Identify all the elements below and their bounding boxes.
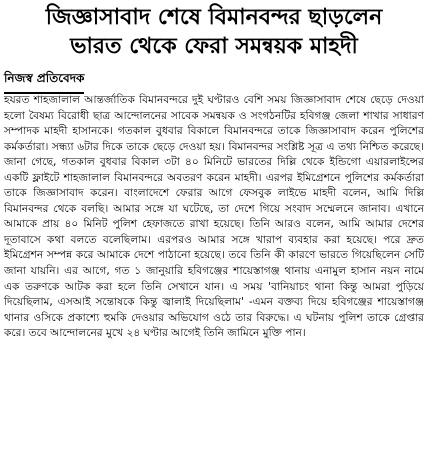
headline-line-2: ভারত থেকে ফেরা সমন্বয়ক মাহদী — [70, 34, 358, 59]
article-body — [4, 93, 424, 342]
article-paragraph: হযরত শাহজালাল আন্তর্জাতিক বিমানবন্দরে দুই ঘণ্টারও বেশি সময় জিজ্ঞাসাবাদ শেষে ছেড়ে দেওয়া হলো বৈষম্য বিরোধী ছাত্র আন্দোলনের সাবেক সমন্বয়ক ও সংগঠনটির হবিগঞ্জ জেলা শাখার সাধারণ সম্পাদক মাহদী হাসানকে। গতকাল বুধবার বিকালে বিমানবন্দরে তাকে জিজ্ঞাসাবাদ করেন পুলিশের কর্মকর্তারা। সন্ধ্যা ৬টার দিকে তাকে ছেড়ে দেওয়া হয়। বিমানবন্দর সংশ্লিষ্ট সূত্র এ তথ্য নিশ্চিত করেছে। জানা গেছে, গতকাল বুধবার বিকাল ৩টা ৪০ মিনিটে ভারতের দিল্লি থেকে ইন্ডিগো এয়ারলাইন্সের একটি ফ্লাইটে শাহজালাল বিমানবন্দরে অবতরণ করেন মাহদী। এরপর ইমিগ্রেশনে পুলিশের কর্মকর্তারা তাকে জিজ্ঞাসাবাদ করেন। বাংলাদেশে ফেরার আগে ফেসবুক লাইভে মাহদী বলেন, আমি দিল্লি বিমানবন্দর থেকে বলছি। আমার সঙ্গে যা ঘটেছে, তা দেশে গিয়ে সংবাদ সম্মেলনে জানাব। এখানে আমাকে প্রায় ৪০ মিনিট পুলিশ হেফাজতে রাখা হয়েছে। তিনি আরও বলেন, আমি আমার দেশের দূতাবাসে কথা বলতে বলেছিলাম। এরপরও আমার সঙ্গে খারাপ ব্যবহার করা হয়েছে। পরে দ্রুত ইমিগ্রেশন সম্পন্ন করে আমাকে দেশে পাঠানো হয়েছে। তবে তিনি কী কারণে ভারতে গিয়েছিলেন সেটি জানা যায়নি। এর আগে, গত ১ জানুয়ারি হবিগঞ্জের শায়েস্তাগঞ্জ থানায় এনামুল হাসান নয়ন নামে এক তরুণকে আটক করা হলে তিনি সেখানে যান। এ সময় 'বানিয়াচং থানা কিন্তু আমরা পুড়িয়ে দিয়েছিলাম, এসআই সন্তোষকে কিন্তু জ্বালাই দিয়েছিলাম' -এমন বক্তব্য দিয়ে হবিগঞ্জের শায়েস্তাগঞ্জ থানার ওসিকে প্রকাশ্যে হুমকি দেওয়ার অভিযোগ ওঠে তার বিরুদ্ধে। এ ঘটনায় পুলিশ তাকে গ্রেপ্তার করে। তবে আন্দোলনের মুখে ২৪ ঘণ্টার আগেই তিনি জামিনে মুক্তি পান। — [4, 94, 424, 340]
byline: নিজস্ব প্রতিবেদক — [4, 70, 84, 94]
headline-line-1: জিজ্ঞাসাবাদ শেষে বিমানবন্দর ছাড়লেন — [45, 5, 383, 30]
